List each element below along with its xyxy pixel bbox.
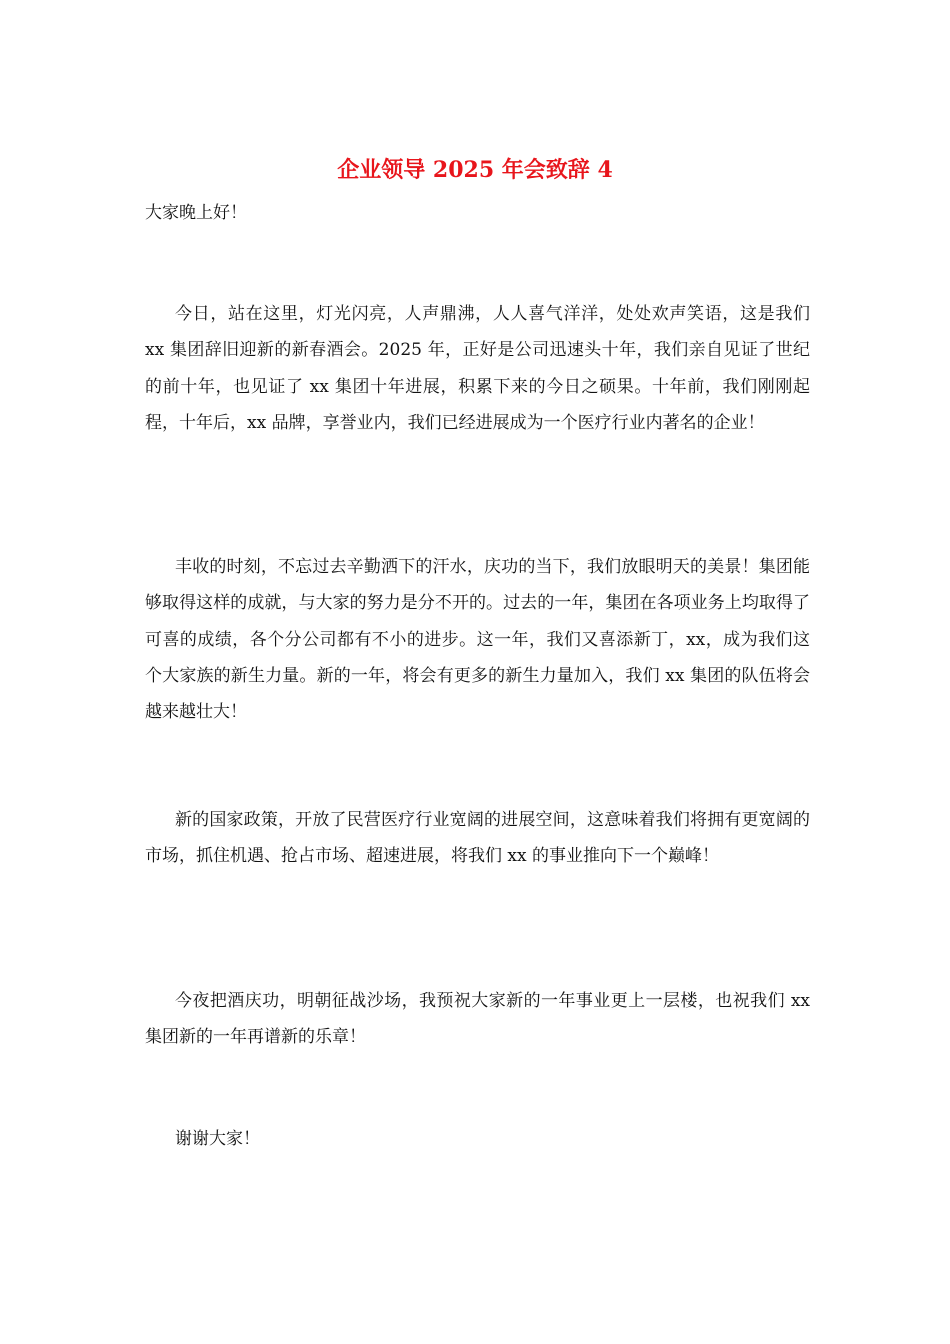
body-paragraph: 今夜把酒庆功，明朝征战沙场，我预祝大家新的一年事业更上一层楼，也祝我们 xx 集团新的一年再谱新的乐章！ xyxy=(145,991,810,1048)
body-paragraph: 丰收的时刻，不忘过去辛勤洒下的汗水，庆功的当下，我们放眼明天的美景！集团能够取得这样的成就，与大家的努力是分不开的。过去的一年，集团在各项业务上均取得了可喜的成绩，各个分公司都有不小的进步。这一年，我们又喜添新丁，xx，成为我们这个大家族的新生力量。新的一年，将会有更多的新生力量加入，我们 xx 集团的队伍将会越来越壮大！ xyxy=(145,557,810,723)
closing-line: 谢谢大家！ xyxy=(175,1129,260,1149)
body-paragraph: 新的国家政策，开放了民营医疗行业宽阔的进展空间，这意味着我们将拥有更宽阔的市场，抓住机遇、抢占市场、超速进展，将我们 xx 的事业推向下一个巅峰！ xyxy=(145,810,810,867)
body-paragraph: 今日，站在这里，灯光闪亮，人声鼎沸，人人喜气洋洋，处处欢声笑语，这是我们 xx 集团辞旧迎新的新春酒会。2025 年，正好是公司迅速头十年，我们亲自见证了世纪的前十年，也见证了 xx 集团十年进展，积累下来的今日之硕果。十年前，我们刚刚起程，十年后，xx 品牌，享誉业内，我们已经进展成为一个医疗行业内著名的企业！ xyxy=(145,304,810,433)
greeting-line: 大家晚上好！ xyxy=(145,203,247,223)
document-title: 企业领导 2025 年会致辞 4 xyxy=(337,157,613,183)
